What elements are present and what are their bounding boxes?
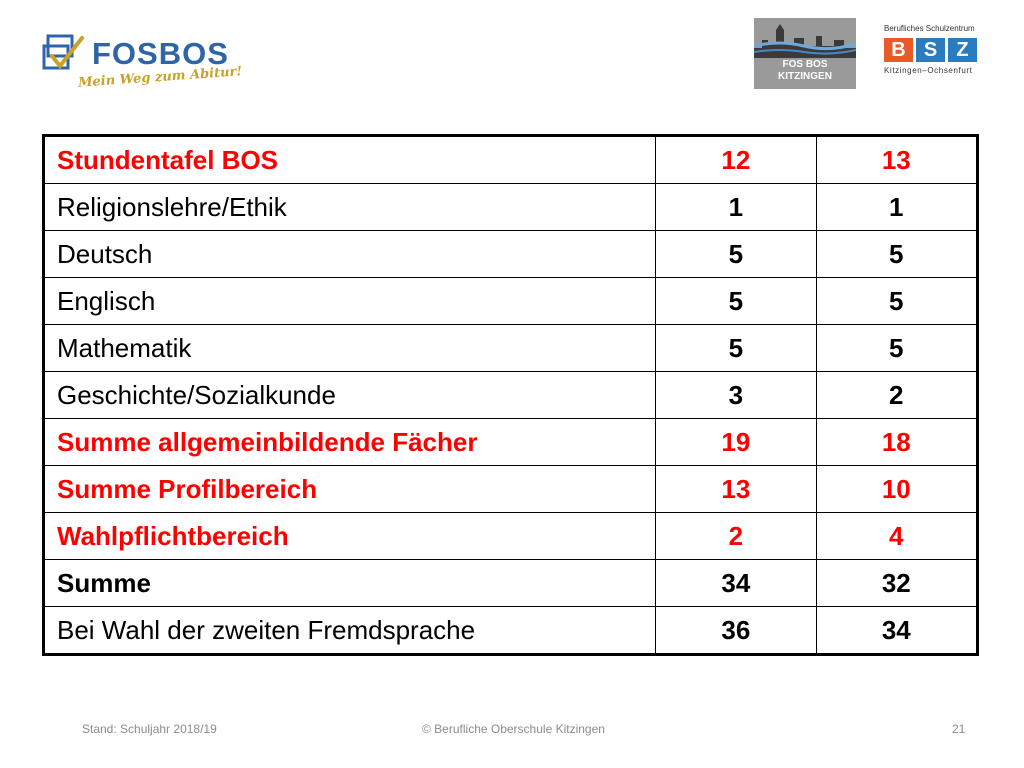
table-row — [44, 325, 978, 372]
hours-12: 19 — [656, 419, 816, 466]
subject-label: Englisch — [44, 278, 656, 325]
hours-12: 13 — [656, 466, 816, 513]
hours-13: 2 — [816, 372, 977, 419]
fosbos-wordmark: FOSBOS — [92, 36, 229, 71]
hours-12: 34 — [656, 560, 816, 607]
hours-13: 5 — [816, 231, 977, 278]
footer-date: Stand: Schuljahr 2018/19 — [82, 722, 217, 736]
table-row-total — [44, 560, 978, 607]
hours-12: 5 — [656, 278, 816, 325]
subject-label: Mathematik — [44, 325, 656, 372]
subject-label: Summe Profilbereich — [44, 466, 656, 513]
hours-12: 1 — [656, 184, 816, 231]
fosbos-slogan: Mein Weg zum Abitur! — [77, 64, 243, 91]
fosbos-kitzingen-logo — [754, 18, 856, 89]
footer-page-number: 21 — [952, 722, 966, 736]
bsz-logo-top-text: Berufliches Schulzentrum — [884, 24, 975, 33]
subject-label: Bei Wahl der zweiten Fremdsprache — [44, 607, 656, 655]
table-row-sum-profile — [44, 466, 978, 513]
table-row — [44, 372, 978, 419]
subject-label: Geschichte/Sozialkunde — [44, 372, 656, 419]
hours-13: 4 — [816, 513, 977, 560]
table-row-second-language — [44, 607, 978, 655]
bsz-logo — [884, 24, 984, 84]
hours-12: 5 — [656, 231, 816, 278]
kitzingen-logo-line1: FOS BOS — [782, 59, 828, 70]
hours-13: 5 — [816, 278, 977, 325]
table-row — [44, 184, 978, 231]
hours-13: 5 — [816, 325, 977, 372]
bsz-logo-bottom-text: Kitzingen–Ochsenfurt — [884, 66, 973, 75]
subject-label: Wahlpflichtbereich — [44, 513, 656, 560]
hours-13: 32 — [816, 560, 977, 607]
table-row — [44, 231, 978, 278]
hours-12: 3 — [656, 372, 816, 419]
hours-13: 34 — [816, 607, 977, 655]
fosbos-logo — [42, 30, 252, 94]
subject-label: Summe — [44, 560, 656, 607]
table-row-elective — [44, 513, 978, 560]
column-header-13: 13 — [816, 136, 977, 184]
footer-copyright: © Berufliche Oberschule Kitzingen — [422, 722, 605, 736]
hours-12: 36 — [656, 607, 816, 655]
hours-13: 18 — [816, 419, 977, 466]
table-title: Stundentafel BOS — [44, 136, 656, 184]
bsz-letter-boxes — [884, 38, 977, 62]
hours-12: 5 — [656, 325, 816, 372]
table-row — [44, 278, 978, 325]
hours-13: 10 — [816, 466, 977, 513]
bsz-letter-s: S — [916, 38, 945, 62]
bsz-letter-b: B — [884, 38, 913, 62]
subject-label: Deutsch — [44, 231, 656, 278]
subject-label: Summe allgemeinbildende Fächer — [44, 419, 656, 466]
fosbos-checkmark-icon — [42, 34, 86, 76]
table-header-row — [44, 136, 978, 184]
stundentafel-table — [42, 134, 979, 656]
subject-label: Religionslehre/Ethik — [44, 184, 656, 231]
kitzingen-logo-line2: KITZINGEN — [778, 71, 832, 82]
hours-12: 2 — [656, 513, 816, 560]
hours-13: 1 — [816, 184, 977, 231]
column-header-12: 12 — [656, 136, 816, 184]
table-row-sum-general — [44, 419, 978, 466]
bsz-letter-z: Z — [948, 38, 977, 62]
